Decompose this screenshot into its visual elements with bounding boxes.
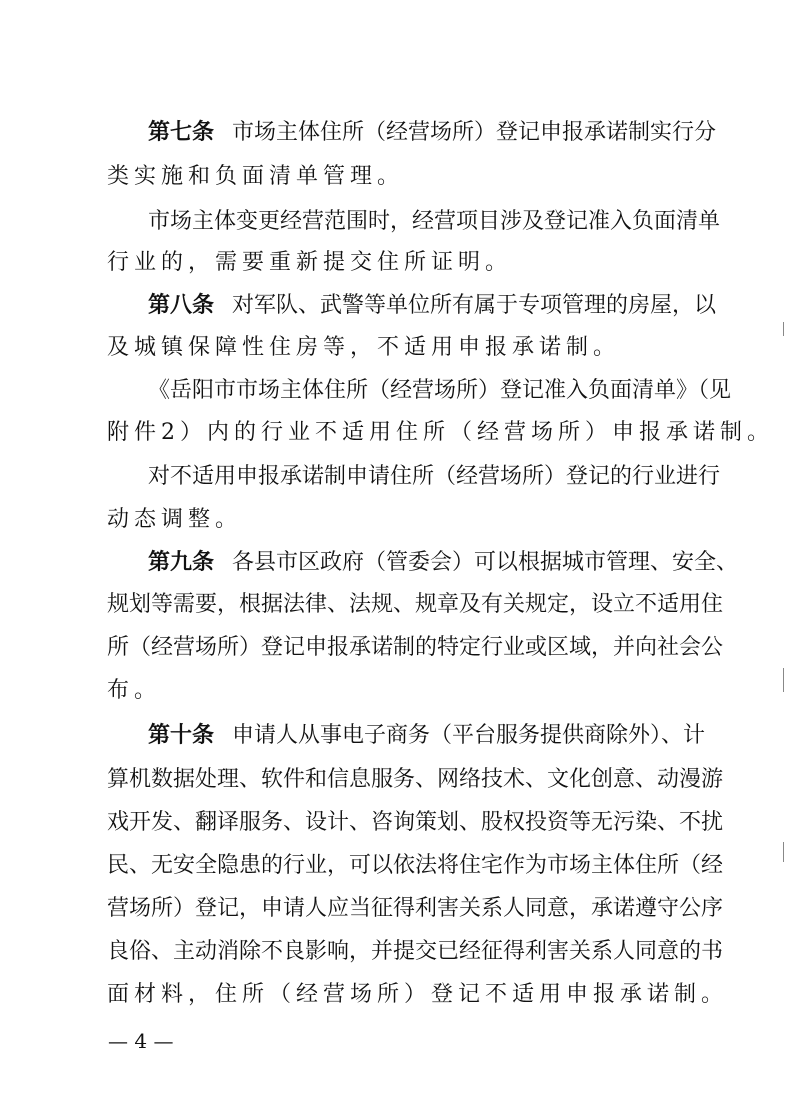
text-line [107,333,701,363]
line-text: 类实施和负面清单管理。 [107,164,405,189]
line-text: 布。 [107,678,162,703]
scan-mark [783,322,784,336]
text-line [107,980,729,1010]
line-text: 各县市区政府（管委会）可以根据城市管理、安全、 [232,550,739,575]
text-line [148,376,732,406]
line-text: 行业的，需要重新提交住所证明。 [107,250,513,275]
line-text: 算机数据处理、软件和信息服务、网络技术、文化创意、动漫游 [107,767,724,792]
article-heading: 第八条 [148,293,215,318]
line-text: 营场所）登记，申请人应当征得利害关系人同意，承诺遵守公序 [107,896,724,921]
line-text: 民、无安全隐患的行业，可以依法将住宅作为市场主体住所（经 [107,853,724,878]
article-heading: 第九条 [148,550,215,575]
text-line [148,548,739,578]
article-heading: 第七条 [148,120,215,145]
text-line [148,118,717,148]
text-line [107,676,701,706]
line-text: 市场主体住所（经营场所）登记申报承诺制实行分 [232,120,717,145]
article-heading: 第十条 [148,723,215,748]
text-line [107,851,724,881]
line-text: 申请人从事电子商务（平台服务提供商除外）、计 [232,723,706,748]
line-text: 市场主体变更经营范围时，经营项目涉及登记准入负面清单 [148,209,721,234]
page-number: — 4 — [108,1029,174,1053]
scan-mark [783,668,784,692]
text-line [148,462,721,492]
text-line [107,505,701,535]
scan-mark [783,842,784,862]
text-line [148,721,706,751]
text-line [107,590,724,620]
text-line [107,808,724,838]
line-text: 规划等需要，根据法律、法规、规章及有关规定，设立不适用住 [107,592,724,617]
line-text: 戏开发、翻译服务、设计、咨询策划、股权投资等无污染、不扰 [107,810,724,835]
text-line [107,248,701,278]
text-line [148,207,721,237]
text-line [107,765,724,795]
line-text: 动态调整。 [107,507,243,532]
text-line [107,894,724,924]
line-text: 良俗、主动消除不良影响，并提交已经征得利害关系人同意的书 [107,939,724,964]
line-text: 附件2）内的行业不适用住所（经营场所）申报承诺制。 [107,420,774,445]
text-line [107,418,774,448]
line-text: 面材料，住所（经营场所）登记不适用申报承诺制。 [107,982,729,1007]
text-line [107,162,701,192]
line-text: 所（经营场所）登记申报承诺制的特定行业或区域，并向社会公 [107,635,724,660]
line-text: 及城镇保障性住房等，不适用申报承诺制。 [107,335,621,360]
line-text: 《岳阳市市场主体住所（经营场所）登记准入负面清单》（见 [148,378,732,403]
line-text: 对不适用申报承诺制申请住所（经营场所）登记的行业进行 [148,464,721,489]
line-text: 对军队、武警等单位所有属于专项管理的房屋，以 [232,293,717,318]
text-line [107,633,724,663]
text-line [107,937,724,967]
text-line [148,291,717,321]
